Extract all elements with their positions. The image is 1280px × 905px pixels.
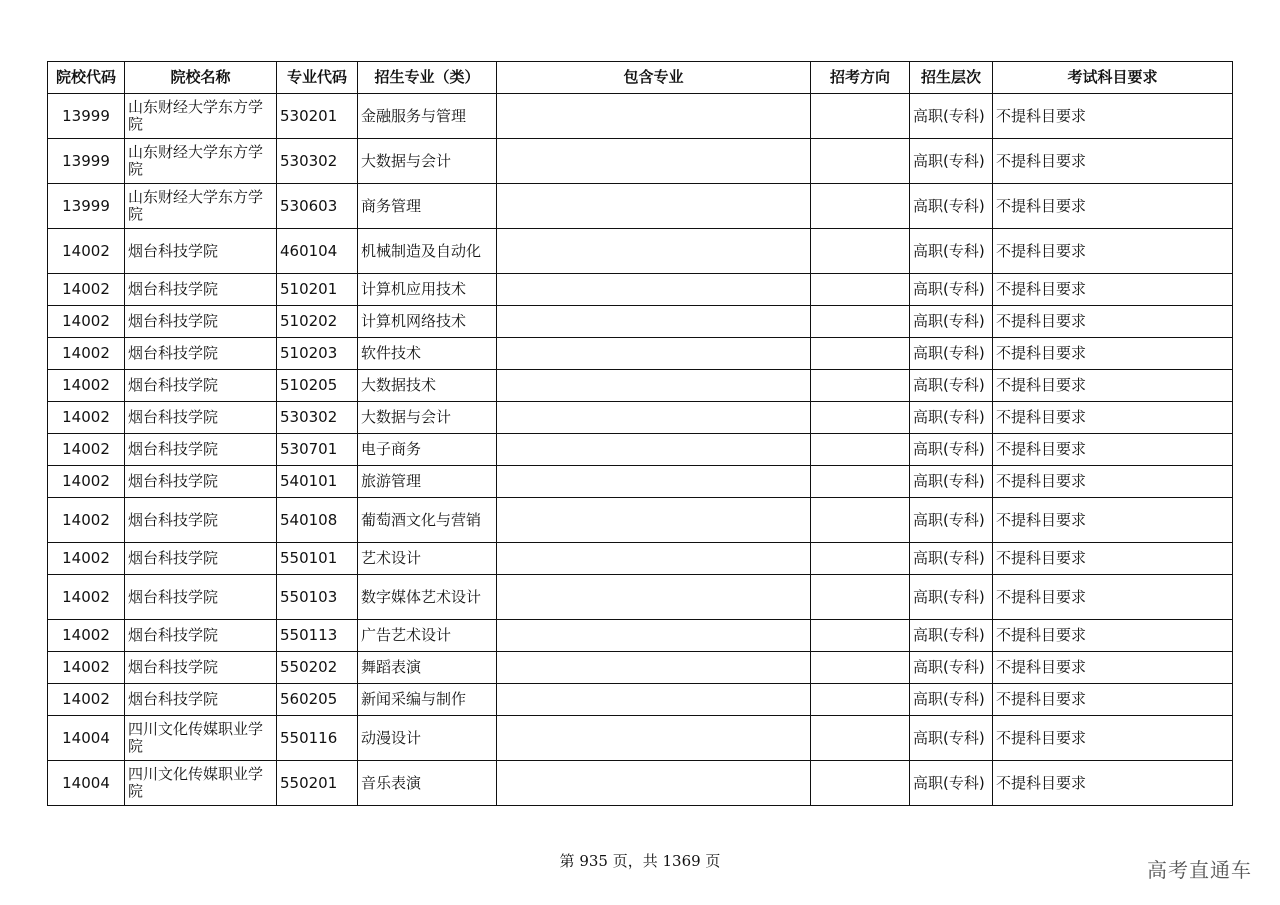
major-code-cell: 510205: [277, 370, 358, 402]
table-row: [48, 575, 1233, 620]
exam-requirement-cell: 不提科目要求: [993, 139, 1233, 184]
direction-cell: [811, 184, 910, 229]
level-cell: 高职(专科): [910, 716, 993, 761]
school-name-cell: 四川文化传媒职业学院: [125, 761, 277, 806]
school-code-cell: 14002: [48, 543, 125, 575]
direction-cell: [811, 543, 910, 575]
major-code-cell: 550101: [277, 543, 358, 575]
header-school-name: 院校名称: [125, 62, 277, 94]
major-code-cell: 550113: [277, 620, 358, 652]
school-code-cell: 14002: [48, 229, 125, 274]
school-name-cell: 烟台科技学院: [125, 434, 277, 466]
major-cell: 旅游管理: [358, 466, 497, 498]
exam-requirement-cell: 不提科目要求: [993, 575, 1233, 620]
exam-requirement-cell: 不提科目要求: [993, 402, 1233, 434]
included-majors-cell: [497, 274, 811, 306]
direction-cell: [811, 761, 910, 806]
major-code-cell: 550202: [277, 652, 358, 684]
included-majors-cell: [497, 761, 811, 806]
direction-cell: [811, 434, 910, 466]
admission-table: [47, 61, 1233, 806]
exam-requirement-cell: 不提科目要求: [993, 229, 1233, 274]
major-cell: 软件技术: [358, 338, 497, 370]
header-exam-requirements: 考试科目要求: [993, 62, 1233, 94]
exam-requirement-cell: 不提科目要求: [993, 338, 1233, 370]
school-name-cell: 烟台科技学院: [125, 402, 277, 434]
exam-requirement-cell: 不提科目要求: [993, 434, 1233, 466]
table-row: [48, 684, 1233, 716]
major-code-cell: 540108: [277, 498, 358, 543]
school-code-cell: 14002: [48, 338, 125, 370]
included-majors-cell: [497, 575, 811, 620]
included-majors-cell: [497, 184, 811, 229]
level-cell: 高职(专科): [910, 543, 993, 575]
included-majors-cell: [497, 306, 811, 338]
major-cell: 大数据与会计: [358, 139, 497, 184]
exam-requirement-cell: 不提科目要求: [993, 94, 1233, 139]
school-code-cell: 13999: [48, 139, 125, 184]
table-row: [48, 229, 1233, 274]
direction-cell: [811, 684, 910, 716]
major-cell: 舞蹈表演: [358, 652, 497, 684]
school-name-cell: 四川文化传媒职业学院: [125, 716, 277, 761]
school-code-cell: 14002: [48, 466, 125, 498]
direction-cell: [811, 229, 910, 274]
school-name-cell: 烟台科技学院: [125, 229, 277, 274]
direction-cell: [811, 620, 910, 652]
included-majors-cell: [497, 466, 811, 498]
level-cell: 高职(专科): [910, 575, 993, 620]
school-name-cell: 山东财经大学东方学院: [125, 94, 277, 139]
table-body: [48, 94, 1233, 806]
major-code-cell: 530302: [277, 139, 358, 184]
included-majors-cell: [497, 716, 811, 761]
included-majors-cell: [497, 434, 811, 466]
header-row: [48, 62, 1233, 94]
table-row: [48, 184, 1233, 229]
major-code-cell: 550116: [277, 716, 358, 761]
direction-cell: [811, 498, 910, 543]
level-cell: 高职(专科): [910, 370, 993, 402]
major-cell: 葡萄酒文化与营销: [358, 498, 497, 543]
major-code-cell: 510203: [277, 338, 358, 370]
major-code-cell: 530701: [277, 434, 358, 466]
major-cell: 商务管理: [358, 184, 497, 229]
major-cell: 计算机应用技术: [358, 274, 497, 306]
exam-requirement-cell: 不提科目要求: [993, 620, 1233, 652]
school-name-cell: 山东财经大学东方学院: [125, 184, 277, 229]
level-cell: 高职(专科): [910, 338, 993, 370]
included-majors-cell: [497, 543, 811, 575]
school-name-cell: 烟台科技学院: [125, 543, 277, 575]
direction-cell: [811, 370, 910, 402]
direction-cell: [811, 306, 910, 338]
school-code-cell: 14002: [48, 575, 125, 620]
level-cell: 高职(专科): [910, 434, 993, 466]
direction-cell: [811, 466, 910, 498]
school-code-cell: 14004: [48, 761, 125, 806]
table-row: [48, 652, 1233, 684]
major-code-cell: 530201: [277, 94, 358, 139]
level-cell: 高职(专科): [910, 306, 993, 338]
school-code-cell: 14002: [48, 620, 125, 652]
school-name-cell: 烟台科技学院: [125, 575, 277, 620]
level-cell: 高职(专科): [910, 466, 993, 498]
level-cell: 高职(专科): [910, 229, 993, 274]
exam-requirement-cell: 不提科目要求: [993, 761, 1233, 806]
major-cell: 大数据与会计: [358, 402, 497, 434]
major-cell: 机械制造及自动化: [358, 229, 497, 274]
header-school-code: 院校代码: [48, 62, 125, 94]
level-cell: 高职(专科): [910, 620, 993, 652]
exam-requirement-cell: 不提科目要求: [993, 306, 1233, 338]
level-cell: 高职(专科): [910, 274, 993, 306]
major-cell: 广告艺术设计: [358, 620, 497, 652]
exam-requirement-cell: 不提科目要求: [993, 370, 1233, 402]
table-row: [48, 274, 1233, 306]
header-level: 招生层次: [910, 62, 993, 94]
level-cell: 高职(专科): [910, 761, 993, 806]
included-majors-cell: [497, 338, 811, 370]
school-name-cell: 烟台科技学院: [125, 466, 277, 498]
school-name-cell: 烟台科技学院: [125, 652, 277, 684]
school-code-cell: 14002: [48, 684, 125, 716]
table-row: [48, 402, 1233, 434]
school-code-cell: 14002: [48, 402, 125, 434]
school-code-cell: 14004: [48, 716, 125, 761]
major-code-cell: 550103: [277, 575, 358, 620]
watermark: 高考直通车: [1147, 858, 1252, 882]
exam-requirement-cell: 不提科目要求: [993, 543, 1233, 575]
major-cell: 新闻采编与制作: [358, 684, 497, 716]
table-row: [48, 139, 1233, 184]
major-cell: 大数据技术: [358, 370, 497, 402]
school-name-cell: 山东财经大学东方学院: [125, 139, 277, 184]
direction-cell: [811, 575, 910, 620]
direction-cell: [811, 338, 910, 370]
school-name-cell: 烟台科技学院: [125, 620, 277, 652]
major-code-cell: 560205: [277, 684, 358, 716]
table-row: [48, 620, 1233, 652]
school-code-cell: 14002: [48, 306, 125, 338]
school-name-cell: 烟台科技学院: [125, 370, 277, 402]
direction-cell: [811, 94, 910, 139]
major-cell: 计算机网络技术: [358, 306, 497, 338]
level-cell: 高职(专科): [910, 684, 993, 716]
school-code-cell: 14002: [48, 274, 125, 306]
included-majors-cell: [497, 370, 811, 402]
header-included-majors: 包含专业: [497, 62, 811, 94]
school-name-cell: 烟台科技学院: [125, 684, 277, 716]
included-majors-cell: [497, 402, 811, 434]
school-code-cell: 14002: [48, 434, 125, 466]
major-code-cell: 460104: [277, 229, 358, 274]
school-name-cell: 烟台科技学院: [125, 498, 277, 543]
school-name-cell: 烟台科技学院: [125, 338, 277, 370]
school-name-cell: 烟台科技学院: [125, 274, 277, 306]
major-cell: 音乐表演: [358, 761, 497, 806]
header-major: 招生专业（类）: [358, 62, 497, 94]
major-cell: 动漫设计: [358, 716, 497, 761]
level-cell: 高职(专科): [910, 402, 993, 434]
included-majors-cell: [497, 498, 811, 543]
included-majors-cell: [497, 94, 811, 139]
exam-requirement-cell: 不提科目要求: [993, 684, 1233, 716]
included-majors-cell: [497, 684, 811, 716]
major-cell: 金融服务与管理: [358, 94, 497, 139]
school-code-cell: 14002: [48, 498, 125, 543]
school-name-cell: 烟台科技学院: [125, 306, 277, 338]
included-majors-cell: [497, 139, 811, 184]
major-code-cell: 530302: [277, 402, 358, 434]
table-row: [48, 761, 1233, 806]
included-majors-cell: [497, 620, 811, 652]
school-code-cell: 13999: [48, 184, 125, 229]
major-code-cell: 530603: [277, 184, 358, 229]
table-row: [48, 94, 1233, 139]
exam-requirement-cell: 不提科目要求: [993, 466, 1233, 498]
school-code-cell: 14002: [48, 370, 125, 402]
major-cell: 电子商务: [358, 434, 497, 466]
header-major-code: 专业代码: [277, 62, 358, 94]
exam-requirement-cell: 不提科目要求: [993, 652, 1233, 684]
direction-cell: [811, 652, 910, 684]
table-row: [48, 466, 1233, 498]
level-cell: 高职(专科): [910, 498, 993, 543]
direction-cell: [811, 402, 910, 434]
major-code-cell: 510201: [277, 274, 358, 306]
level-cell: 高职(专科): [910, 139, 993, 184]
major-cell: 数字媒体艺术设计: [358, 575, 497, 620]
included-majors-cell: [497, 652, 811, 684]
level-cell: 高职(专科): [910, 184, 993, 229]
school-code-cell: 14002: [48, 652, 125, 684]
table-row: [48, 370, 1233, 402]
major-code-cell: 510202: [277, 306, 358, 338]
table-row: [48, 434, 1233, 466]
exam-requirement-cell: 不提科目要求: [993, 184, 1233, 229]
level-cell: 高职(专科): [910, 652, 993, 684]
exam-requirement-cell: 不提科目要求: [993, 274, 1233, 306]
direction-cell: [811, 716, 910, 761]
table-row: [48, 338, 1233, 370]
table-row: [48, 543, 1233, 575]
header-direction: 招考方向: [811, 62, 910, 94]
direction-cell: [811, 274, 910, 306]
major-cell: 艺术设计: [358, 543, 497, 575]
exam-requirement-cell: 不提科目要求: [993, 716, 1233, 761]
table-row: [48, 716, 1233, 761]
level-cell: 高职(专科): [910, 94, 993, 139]
school-code-cell: 13999: [48, 94, 125, 139]
major-code-cell: 540101: [277, 466, 358, 498]
table-row: [48, 498, 1233, 543]
direction-cell: [811, 139, 910, 184]
major-code-cell: 550201: [277, 761, 358, 806]
exam-requirement-cell: 不提科目要求: [993, 498, 1233, 543]
included-majors-cell: [497, 229, 811, 274]
page-number: 第 935 页，共 1369 页: [559, 852, 721, 870]
table-row: [48, 306, 1233, 338]
